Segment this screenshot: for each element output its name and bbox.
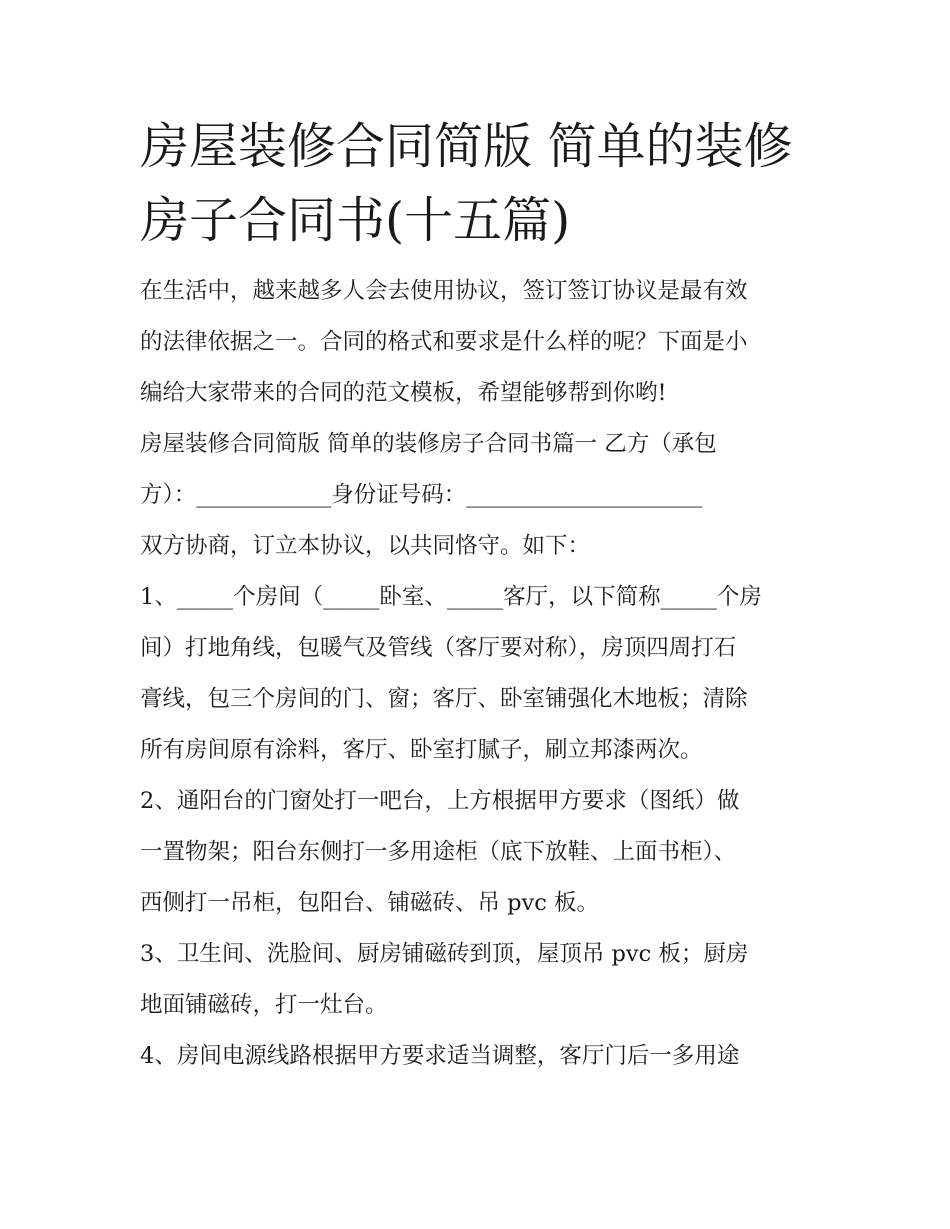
agreement-paragraph: [140, 521, 820, 572]
intro-paragraph: [140, 266, 820, 419]
text-line: 一置物架；阳台东侧打一多用途柜（底下放鞋、上面书柜）、: [140, 839, 737, 865]
clause-2: [140, 776, 820, 929]
title-line-2: 房子合同书(十五篇): [140, 192, 571, 249]
text-line: 1、_____个房间（_____卧室、_____客厅，以下简称_____个房: [140, 584, 762, 610]
text-line: 西侧打一吊柜，包阳台、铺磁砖、吊 pvc 板。: [140, 890, 600, 916]
text-line: 地面铺磁砖，打一灶台。: [140, 992, 388, 1018]
document-page: [140, 110, 820, 1082]
clause-4: [140, 1031, 820, 1082]
contract-party-paragraph: [140, 419, 820, 521]
text-line: 方）：____________身份证号码：_____________________: [140, 482, 703, 508]
text-line: 2、通阳台的门窗处打一吧台，上方根据甲方要求（图纸）做: [140, 788, 740, 814]
text-line: 膏线，包三个房间的门、窗；客厅、卧室铺强化木地板；清除: [140, 686, 748, 712]
text-line: 4、房间电源线路根据甲方要求适当调整，客厅门后一多用途: [140, 1043, 740, 1069]
text-line: 间）打地角线，包暖气及管线（客厅要对称），房顶四周打石: [140, 635, 737, 661]
text-line: 编给大家带来的合同的范文模板，希望能够帮到你哟!: [140, 380, 667, 406]
text-line: 双方协商，订立本协议，以共同恪守。如下：: [140, 533, 591, 559]
title-line-1: 房屋装修合同简版 简单的装修: [140, 118, 793, 175]
clause-1: [140, 572, 820, 776]
text-line: 所有房间原有涂料，客厅、卧室打腻子，刷立邦漆两次。: [140, 737, 703, 763]
clause-3: [140, 929, 820, 1031]
text-line: 在生活中，越来越多人会去使用协议，签订签订协议是最有效: [140, 278, 748, 304]
document-title: [140, 110, 820, 258]
text-line: 房屋装修合同简版 简单的装修房子合同书篇一 乙方（承包: [140, 431, 717, 457]
text-line: 的法律依据之一。合同的格式和要求是什么样的呢？下面是小: [140, 329, 748, 355]
text-line: 3、卫生间、洗脸间、厨房铺磁砖到顶，屋顶吊 pvc 板；厨房: [140, 941, 749, 967]
